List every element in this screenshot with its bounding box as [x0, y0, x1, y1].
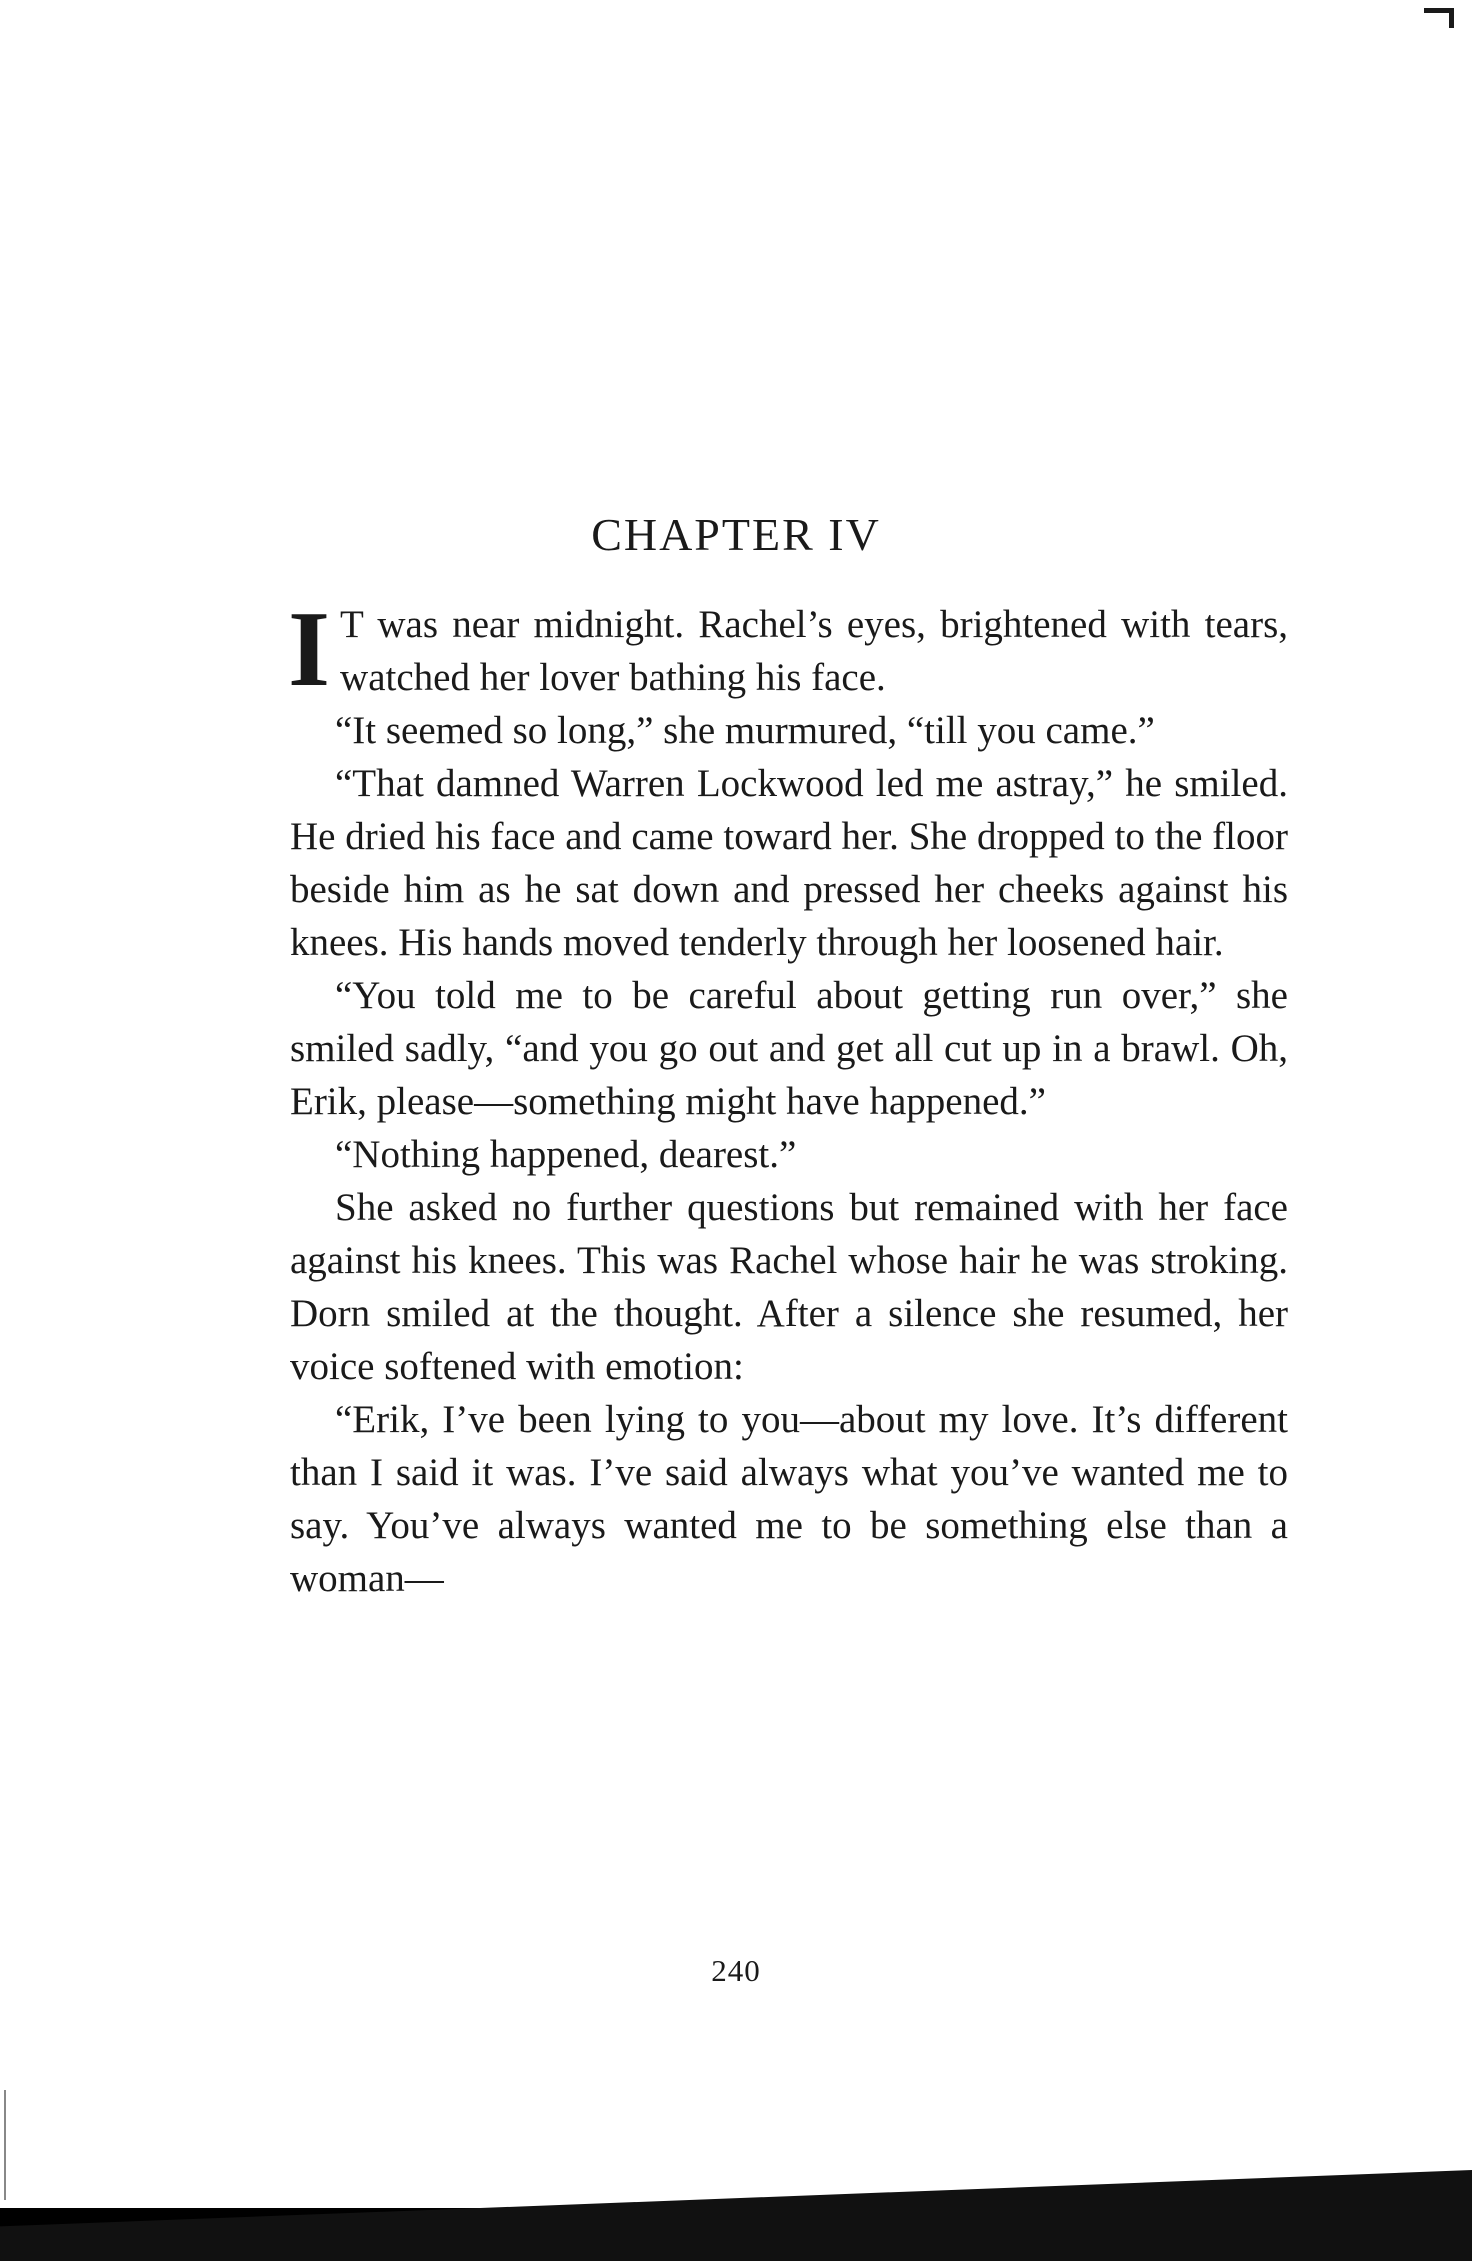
paragraph-6: She asked no further questions but remained with her face against his knees. This was Rachel whose hair he was stroking. Dorn smiled at the thought. After a silence she resumed, her voice softened with emotion:	[290, 1186, 1288, 1388]
paragraph-7: “Erik, I’ve been lying to you—about my love. It’s different than I said it was. I’ve said always what you’ve wanted me to say. You’ve always wanted me to be something else than a woman—	[290, 1398, 1288, 1600]
chapter-title: CHAPTER IV	[591, 509, 881, 560]
paragraph-2: “It seemed so long,” she murmured, “till you came.”	[335, 709, 1155, 752]
body-text	[288, 590, 1288, 1605]
drop-cap: I	[288, 590, 331, 709]
paragraph-4: “You told me to be careful about getting run over,” she smiled sadly, “and you go out and get all cut up in a brawl. Oh, Erik, please—something might have happened.”	[290, 974, 1288, 1123]
paragraph-5: “Nothing happened, dearest.”	[335, 1133, 797, 1176]
paragraph-1	[288, 590, 1288, 709]
paragraph-3: “That damned Warren Lockwood led me astray,” he smiled. He dried his face and came toward her. She dropped to the floor beside him as he sat down and pressed her cheeks against his knees. His hands moved tenderly through her loosened hair.	[290, 762, 1288, 964]
paragraph-1-text: T was near midnight. Rachel’s eyes, brightened with tears, watched her lover bathing his face.	[340, 603, 1288, 699]
scan-corner-mark	[1424, 8, 1454, 28]
page-edge-line	[4, 2090, 6, 2200]
page-number: 240	[711, 1953, 761, 1988]
